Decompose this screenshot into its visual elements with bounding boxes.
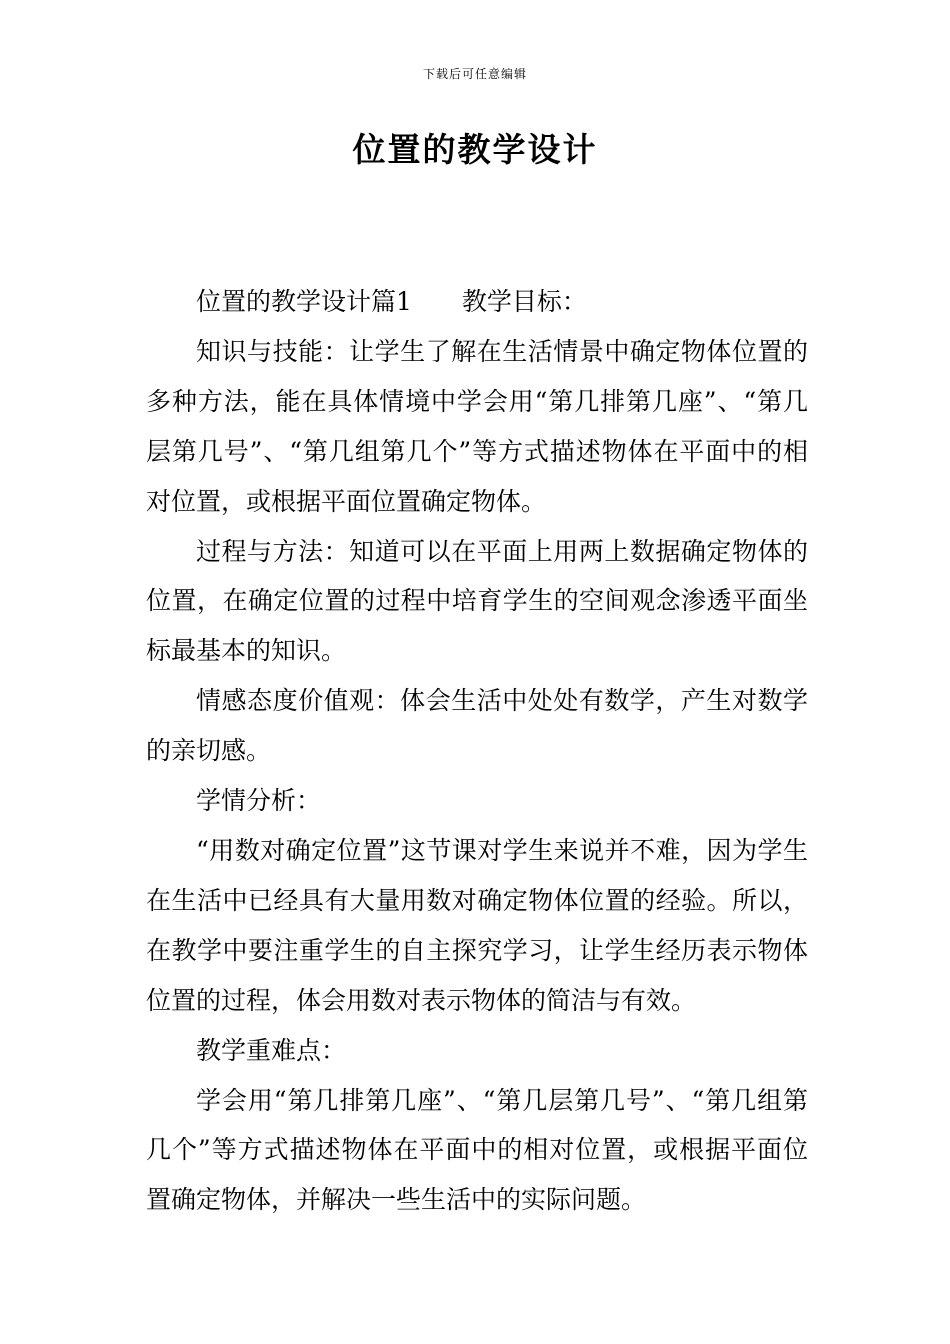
paragraph-section-heading: [146, 277, 808, 327]
document-body: [146, 277, 808, 1225]
paragraph-learning-analysis-heading: 学情分析：: [196, 786, 322, 816]
section-label: 位置的教学设计篇1: [196, 287, 412, 316]
paragraph-learning-analysis: “用数对确定位置”这节课对学生来说并不难，因为学生在生活中已经具有大量用数对确定物体位置的经验。所以，在教学中要注重学生的自主探究学习，让学生经历表示物体位置的过程，体会用数对表示物体的简洁与有效。: [146, 835, 808, 1015]
teaching-goals-label: 教学目标：: [461, 287, 587, 316]
paragraph-attitude-values: 情感态度价值观：体会生活中处处有数学，产生对数学的亲切感。: [146, 686, 808, 766]
header-note: 下载后可任意编辑: [422, 67, 527, 81]
paragraph-process-method: 过程与方法：知道可以在平面上用两上数据确定物体的位置，在确定位置的过程中培育学生的空间观念渗透平面坐标最基本的知识。: [146, 536, 808, 666]
paragraph-knowledge-skills: 知识与技能：让学生了解在生活情景中确定物体位置的多种方法，能在具体情境中学会用“第几排第几座”、“第几层第几号”、“第几组第几个”等方式描述物体在平面中的相对位置，或根据平面位置确定物体。: [146, 336, 808, 516]
paragraph-key-points: 学会用“第几排第几座”、“第几层第几号”、“第几组第几个”等方式描述物体在平面中的相对位置，或根据平面位置确定物体，并解决一些生活中的实际问题。: [146, 1085, 808, 1215]
document-title: 位置的教学设计: [352, 130, 598, 169]
paragraph-key-points-heading: 教学重难点：: [196, 1035, 347, 1065]
